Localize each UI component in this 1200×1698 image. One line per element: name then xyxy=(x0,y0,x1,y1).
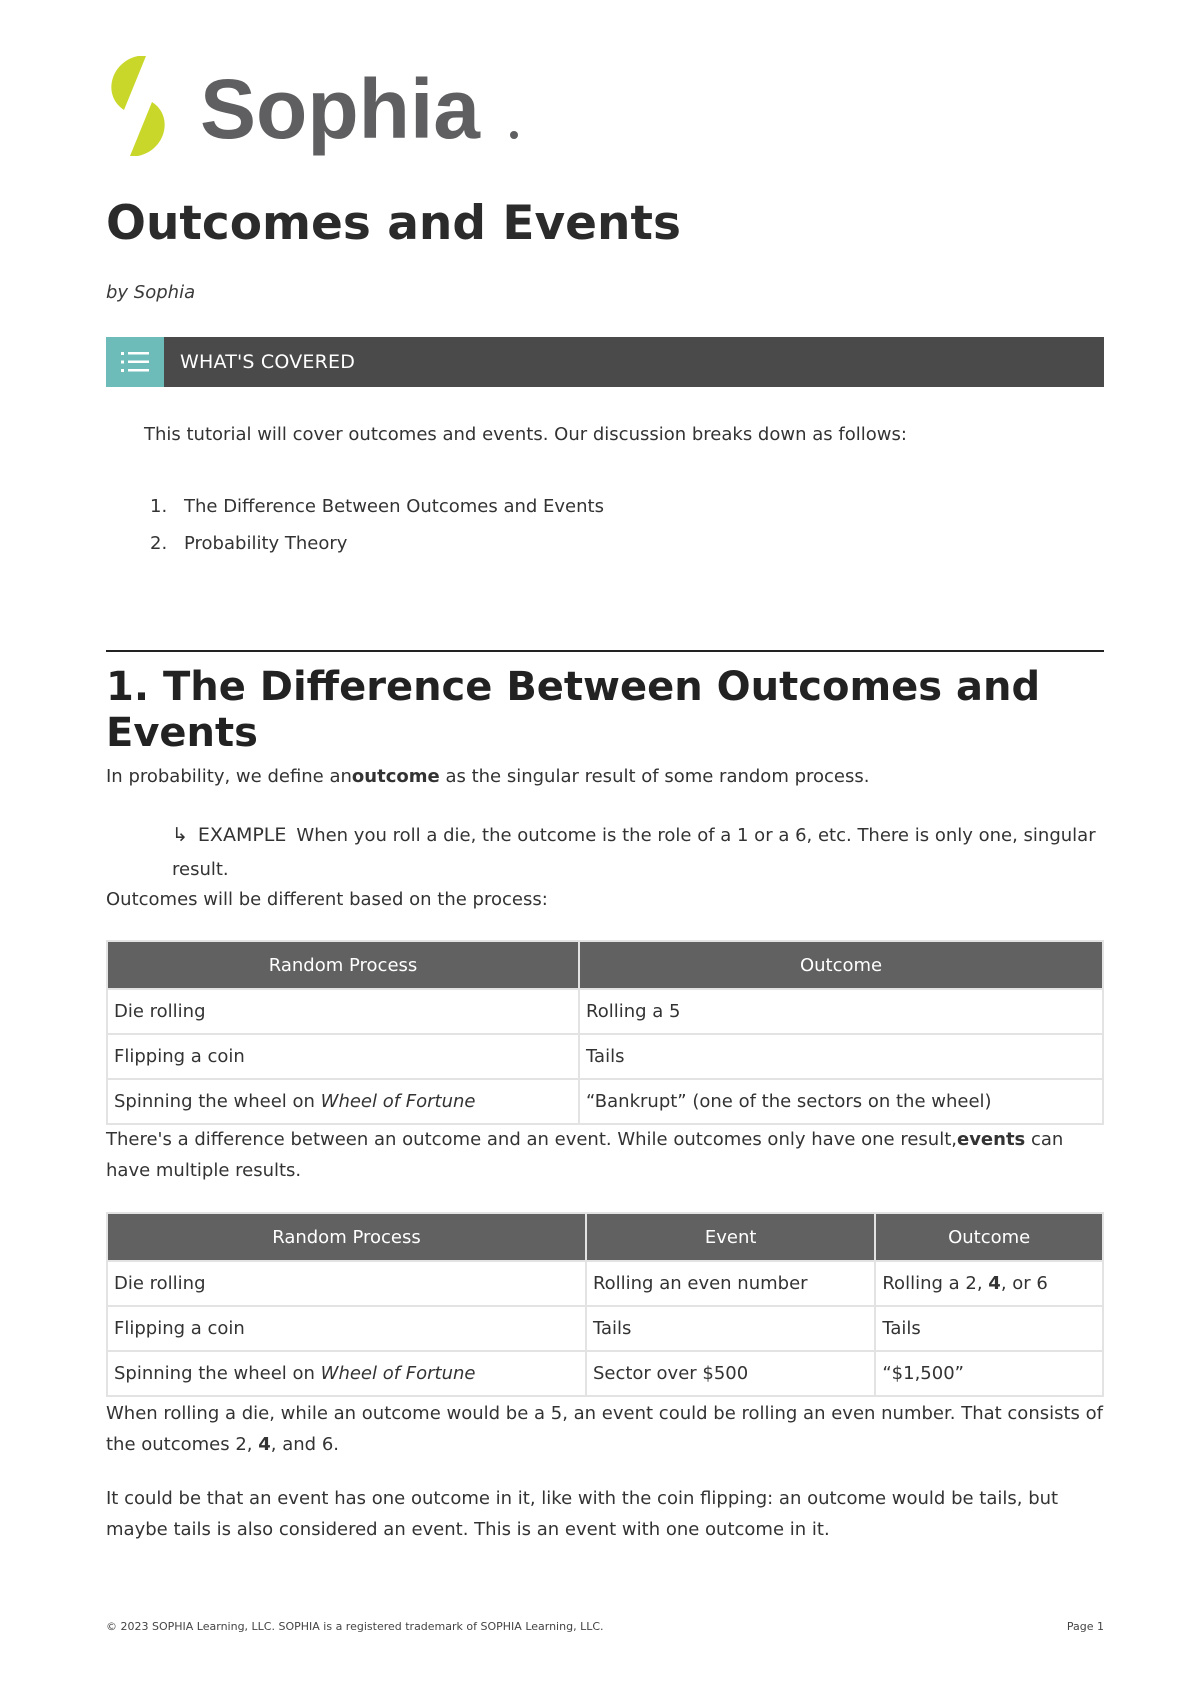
whats-covered-label: WHAT'S COVERED xyxy=(180,351,356,373)
list-item: 2. Probability Theory xyxy=(150,533,348,554)
list-icon xyxy=(106,337,164,387)
column-header: Event xyxy=(586,1213,875,1261)
sophia-logo-graphic xyxy=(104,52,524,162)
column-header: Outcome xyxy=(579,941,1103,989)
table-cell: Flipping a coin xyxy=(107,1306,586,1351)
column-header: Outcome xyxy=(875,1213,1103,1261)
table-cell: Flipping a coin xyxy=(107,1034,579,1079)
table-header-row xyxy=(107,941,1103,989)
logo-wordmark: Sophia xyxy=(200,62,481,156)
table-cell: “Bankrupt” (one of the sectors on the wheel) xyxy=(579,1079,1103,1124)
table-cell: Tails xyxy=(586,1306,875,1351)
table-row xyxy=(107,1034,1103,1079)
example-label: EXAMPLE xyxy=(197,824,287,846)
table-row xyxy=(107,1261,1103,1306)
footer-copyright: © 2023 SOPHIA Learning, LLC. SOPHIA is a registered trademark of SOPHIA Learning, LLC. xyxy=(106,1620,604,1633)
column-header: Random Process xyxy=(107,941,579,989)
example-arrow-icon: ↳ xyxy=(172,824,188,846)
outcomes-table xyxy=(106,940,1104,1125)
table-cell: “$1,500” xyxy=(875,1351,1103,1396)
table-row xyxy=(107,1306,1103,1351)
paragraph-events-definition: There's a difference between an outcome and an event. While outcomes only have one result,events can have multiple results. xyxy=(106,1129,1064,1181)
table-cell: Rolling a 2, 4, or 6 xyxy=(875,1261,1103,1306)
table-row xyxy=(107,1079,1103,1124)
paragraph-single-outcome-event: It could be that an event has one outcome in it, like with the coin flipping: an outcome would be tails, but maybe tails is also considered an event. This is an event with one outcome in it. xyxy=(106,1488,1059,1540)
page-number: Page 1 xyxy=(1066,1620,1104,1633)
document-title: Outcomes and Events xyxy=(106,196,681,251)
covered-intro: This tutorial will cover outcomes and events. Our discussion breaks down as follows: xyxy=(144,424,907,445)
list-item: 1. The Difference Between Outcomes and Events xyxy=(150,496,604,517)
table-cell: Tails xyxy=(875,1306,1103,1351)
column-header: Random Process xyxy=(107,1213,586,1261)
table-row xyxy=(107,1351,1103,1396)
table-row xyxy=(107,989,1103,1034)
sophia-logo xyxy=(104,52,524,162)
whats-covered-banner xyxy=(106,337,1104,387)
example-callout xyxy=(172,818,1104,887)
table-cell: Die rolling xyxy=(107,1261,586,1306)
table-cell: Tails xyxy=(579,1034,1103,1079)
byline: by Sophia xyxy=(106,282,196,303)
example-text: When you roll a die, the outcome is the role of a 1 or a 6, etc. There is only one, singular result. xyxy=(172,825,1096,880)
paragraph-die-example: When rolling a die, while an outcome would be a 5, an event could be rolling an even number. That consists of the outcomes 2, 4, and 6. xyxy=(106,1403,1103,1455)
covered-list xyxy=(150,496,604,570)
events-table xyxy=(106,1212,1104,1397)
table-cell: Spinning the wheel on Wheel of Fortune xyxy=(107,1079,579,1124)
table-cell: Sector over $500 xyxy=(586,1351,875,1396)
table-header-row xyxy=(107,1213,1103,1261)
table-cell: Spinning the wheel on Wheel of Fortune xyxy=(107,1351,586,1396)
paragraph-outcome-definition: In probability, we define anoutcome as the singular result of some random process. xyxy=(106,766,870,787)
section-heading: 1. The Difference Between Outcomes and Events xyxy=(106,664,1041,756)
table-cell: Rolling an even number xyxy=(586,1261,875,1306)
table-cell: Die rolling xyxy=(107,989,579,1034)
section-divider xyxy=(106,650,1104,652)
paragraph-outcomes-different: Outcomes will be different based on the process: xyxy=(106,889,548,910)
table-cell: Rolling a 5 xyxy=(579,989,1103,1034)
